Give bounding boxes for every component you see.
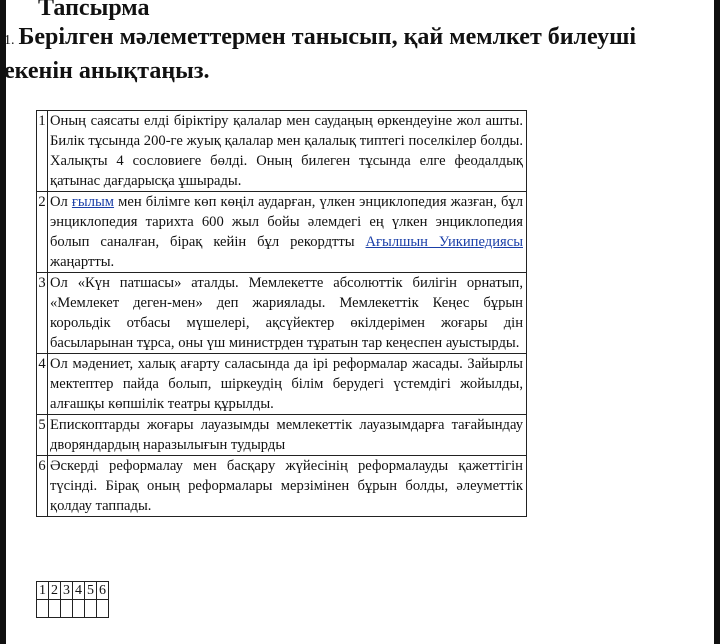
row-number: 3	[37, 273, 48, 354]
row-text: Оның саясаты елді біріктіру қалалар мен саудаңың өркендеуіне жол ашты. Билік тұсында 200-ге жуық қалалар мен қалалық типтегі поселкілер болды. Халықты 4 сословиеге бөлді. Оның билеген тұсында елге феодалдық қатынас дағдарысқа ұшырады.	[48, 111, 527, 192]
answer-table	[36, 581, 109, 618]
answer-header-row	[37, 582, 109, 600]
row-text: Ол «Күн патшасы» аталды. Мемлекетте абсолюттік билігін орнатып, «Мемлекет деген-мен» деп жариялады. Мемлекеттік Кеңес бұрын корольдік отбасы мүшелері, ақсүйектер өкілдерімен жоғары дін басыларынан тұрса, оны үш министрден тұратын тар кеңеспен ауыстырды.	[48, 273, 527, 354]
row-number: 2	[37, 192, 48, 273]
row-text-part: мен білімге көп көңіл аударған, үлкен энциклопедия жазған, бұл энциклопедия тарихта 600 жыл бойы әлемдегі ең үлкен энциклопедия болып саналған, бірақ кейін бұл рекордтты	[50, 194, 523, 250]
row-number: 1	[37, 111, 48, 192]
english-wikipedia-link[interactable]: Ағылшын Уикипедиясы	[365, 234, 523, 250]
science-link[interactable]: ғылым	[71, 194, 115, 210]
table-row	[37, 273, 527, 354]
answer-cell[interactable]	[37, 600, 49, 618]
left-dark-edge	[0, 0, 6, 644]
row-text: Әскерді реформалау мен басқару жүйесінің реформалауды қажеттігін түсінді. Бірақ оның реформалары мерзімінен бұрын болды, әлеуметтік қолдау таппады.	[48, 456, 527, 517]
row-text-part: жаңартты.	[50, 254, 115, 270]
row-text-part: Ол	[50, 194, 72, 210]
row-number: 4	[37, 354, 48, 415]
answer-cell[interactable]	[73, 600, 85, 618]
table-row	[37, 415, 527, 456]
table-row	[37, 456, 527, 517]
answer-header-cell: 5	[85, 582, 97, 600]
task-prompt	[4, 22, 704, 87]
task-text: Берілген мәлеметтермен танысып, қай мемлкет билеуші екенін анықтаңыз.	[4, 24, 637, 84]
table-row	[37, 354, 527, 415]
page-heading: Тапсырма	[38, 0, 150, 21]
task-number: 1.	[4, 33, 15, 48]
answer-input-row	[37, 600, 109, 618]
answer-cell[interactable]	[49, 600, 61, 618]
row-number: 6	[37, 456, 48, 517]
row-text	[48, 192, 527, 273]
answer-header-cell: 3	[61, 582, 73, 600]
answer-header-cell: 4	[73, 582, 85, 600]
answer-cell[interactable]	[97, 600, 109, 618]
row-number: 5	[37, 415, 48, 456]
answer-header-cell: 2	[49, 582, 61, 600]
table-row	[37, 192, 527, 273]
row-text: Епископтарды жоғары лауазымды мемлекеттік лауазымдарға тағайындау дворяндардың наразылығын тудырды	[48, 415, 527, 456]
answer-cell[interactable]	[85, 600, 97, 618]
right-dark-edge	[714, 0, 720, 644]
answer-header-cell: 1	[37, 582, 49, 600]
row-text: Ол мәдениет, халық ағарту саласында да ірі реформалар жасады. Зайырлы мектептер пайда болып, шіркеудің білім берудегі үстемдігі жойылды, алғашқы көпшілік театры құрылды.	[48, 354, 527, 415]
table-row	[37, 111, 527, 192]
facts-table	[36, 110, 527, 517]
answer-header-cell: 6	[97, 582, 109, 600]
answer-cell[interactable]	[61, 600, 73, 618]
